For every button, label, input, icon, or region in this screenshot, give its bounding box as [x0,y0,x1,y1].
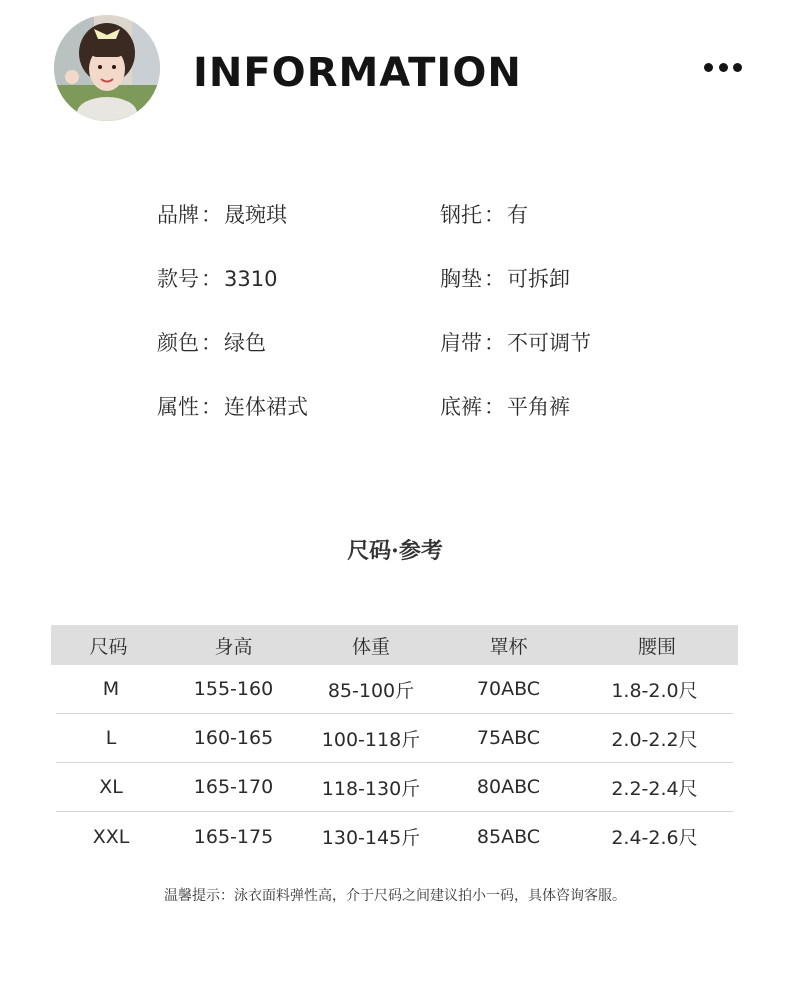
info-label: 胸垫 [440,267,482,291]
column-header: 身高 [214,635,253,658]
info-separator: ： [201,267,222,291]
table-cell: 85-100斤 [327,679,415,702]
info-value: 绿色 [224,331,266,355]
info-item-model [157,265,277,293]
info-separator: ： [201,203,222,227]
table-cell: 80ABC [476,776,541,798]
info-value: 平角裤 [507,395,570,419]
table-cell: 165-175 [193,825,274,848]
table-cell: 155-160 [193,678,274,700]
table-cell: XXL [92,825,130,848]
info-item-brand [157,201,287,229]
column-header: 尺码 [89,635,128,658]
table-cell: 2.4-2.6尺 [611,827,698,849]
table-cell: 85ABC [476,825,541,848]
info-item-underwire [440,201,528,229]
size-chart-title: 尺码·参考 [347,538,443,564]
info-value: 3310 [224,267,278,291]
dot [719,63,728,72]
info-label: 颜色 [157,331,199,355]
info-value: 连体裙式 [224,395,308,419]
avatar [54,15,160,121]
page-title: INFORMATION [193,50,522,96]
info-value: 不可调节 [507,331,591,355]
avatar-photo [54,15,160,121]
info-value: 晟琬琪 [224,203,287,227]
info-label: 钢托 [440,203,482,227]
info-label: 品牌 [157,203,199,227]
dot [733,63,742,72]
info-item-padding [440,265,570,293]
table-cell: 1.8-2.0尺 [611,679,698,702]
table-header [51,625,738,665]
table-cell: 70ABC [476,678,541,700]
info-separator: ： [484,267,505,291]
column-header: 体重 [351,635,390,658]
column-header: 腰围 [637,635,676,658]
table-cell: 100-118斤 [321,728,421,751]
table-row [56,812,733,861]
info-separator: ： [201,395,222,419]
table-cell: 2.0-2.2尺 [611,728,698,751]
table-row [56,714,733,763]
info-separator: ： [201,331,222,355]
info-separator: ： [484,203,505,227]
size-table [51,625,738,861]
info-label: 底裤 [440,395,482,419]
table-cell: 160-165 [193,727,274,749]
info-item-bottoms [440,393,570,421]
table-cell: 2.2-2.4尺 [611,777,698,800]
dot [704,63,713,72]
table-cell: M [102,678,120,700]
column-header: 罩杯 [489,635,528,658]
footnote: 温馨提示：泳衣面料弹性高，介于尺码之间建议拍小一码，具体咨询客服。 [164,888,626,904]
table-cell: 75ABC [476,727,541,749]
table-row [56,763,733,812]
info-label: 肩带 [440,331,482,355]
table-row [56,665,733,714]
more-options-icon[interactable] [704,60,742,74]
info-label: 款号 [157,267,199,291]
info-item-style [157,393,308,421]
table-cell: 130-145斤 [321,827,421,849]
info-value: 有 [507,203,528,227]
info-label: 属性 [157,395,199,419]
info-separator: ： [484,331,505,355]
info-item-straps [440,329,591,357]
info-value: 可拆卸 [507,267,570,291]
table-cell: XL [99,776,123,798]
table-cell: 118-130斤 [321,777,421,800]
table-cell: 165-170 [193,776,274,798]
info-item-color [157,329,266,357]
table-cell: L [105,727,117,749]
info-separator: ： [484,395,505,419]
